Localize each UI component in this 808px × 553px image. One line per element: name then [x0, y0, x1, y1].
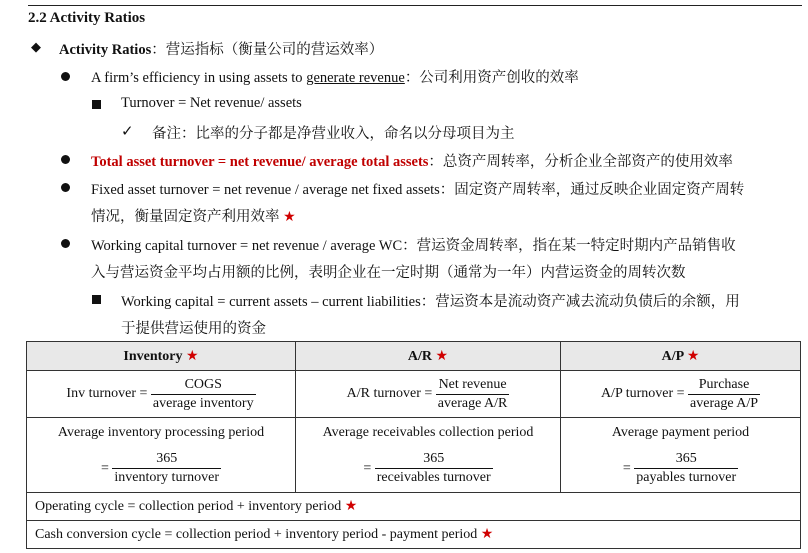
wc-turnover-line-1: Working capital turnover = net revenue / average WC：营运资金周转率，指在某一特定时期内产品销售收: [91, 238, 736, 254]
fraction: [375, 451, 493, 486]
dot-bullet-icon: [61, 239, 70, 248]
fraction: [688, 377, 760, 412]
equals-sign: =: [622, 460, 631, 476]
dot-bullet-icon: [61, 155, 70, 164]
numerator: 365: [634, 451, 738, 469]
period-title: Average receivables collection period: [322, 425, 534, 440]
receivables-period-cell: [296, 418, 561, 493]
efficiency-post: ：公司利用资产创收的效率: [404, 70, 579, 86]
fixed-asset-turnover-cont: 情况，衡量固定资产利用效率: [91, 209, 280, 225]
cash-cycle-cell: [27, 521, 801, 549]
payment-period-cell: [561, 418, 801, 493]
fraction: [634, 451, 738, 486]
cash-cycle-row: [27, 521, 801, 549]
period-title: Average payment period: [611, 425, 750, 440]
ar-turnover-cell: [296, 371, 561, 418]
dot-bullet-icon: [61, 72, 70, 81]
operating-cycle-cell: [27, 493, 801, 521]
fraction: [151, 377, 256, 412]
note-line: 备注：比率的分子都是净营业收入，命名以分母项目为主: [152, 126, 515, 142]
section-heading: 2.2 Activity Ratios: [28, 10, 146, 26]
header-inventory: [27, 342, 296, 371]
numerator: 365: [112, 451, 221, 469]
working-capital-line-2: 于提供营运使用的资金: [121, 321, 266, 337]
star-icon: ★: [686, 347, 700, 364]
numerator: Purchase: [688, 377, 760, 395]
dot-bullet-icon: [61, 183, 70, 192]
cash-cycle-text: Cash conversion cycle = collection period + inventory period - payment period: [35, 527, 478, 542]
denominator: average A/R: [437, 395, 508, 411]
efficiency-underlined: generate revenue: [306, 70, 405, 86]
square-bullet-icon: [92, 100, 101, 109]
efficiency-line: [91, 66, 579, 87]
wc-turnover-line-2: 入与营运资金平均占用额的比例，表明企业在一定时期（通常为一年）内营运资金的周转次数: [91, 265, 686, 281]
header-label: A/R: [407, 348, 433, 364]
header-ap: [561, 342, 801, 371]
denominator: receivables turnover: [376, 470, 491, 485]
diamond-bullet-icon: ◆: [31, 39, 41, 54]
operating-cycle-text: Operating cycle = collection period + inventory period: [35, 499, 342, 514]
table-header-row: [27, 342, 801, 371]
denominator: payables turnover: [636, 470, 737, 485]
star-icon: ★: [283, 209, 296, 225]
activity-ratios-desc: ：营运指标（衡量公司的营运效率）: [151, 42, 384, 58]
numerator: COGS: [151, 377, 256, 395]
check-bullet-icon: ✓: [121, 122, 134, 140]
fixed-asset-turnover-line-1: Fixed asset turnover = net revenue / average net fixed assets：固定资产周转率，通过反映企业固定资产周转: [91, 182, 745, 198]
fraction: [436, 377, 510, 412]
star-icon: ★: [186, 347, 199, 364]
header-label: Inventory: [123, 348, 183, 364]
operating-cycle-row: [27, 493, 801, 521]
turnover-definition: Turnover = Net revenue/ assets: [121, 95, 302, 111]
period-row: [27, 418, 801, 493]
denominator: inventory turnover: [114, 470, 219, 485]
formula-lhs: Inv turnover =: [66, 386, 148, 401]
total-asset-turnover-desc: ：总资产周转率，分析企业全部资产的使用效率: [428, 154, 733, 170]
formula-lhs: A/R turnover =: [346, 386, 433, 401]
total-asset-turnover-formula: Total asset turnover = net revenue/ average total assets: [91, 154, 429, 170]
period-title: Average inventory processing period: [57, 425, 265, 440]
star-icon: ★: [435, 347, 449, 364]
denominator: average A/P: [690, 395, 759, 411]
total-asset-turnover-line: [91, 150, 733, 171]
square-bullet-icon: [92, 295, 101, 304]
header-ar: [296, 342, 561, 371]
inventory-period-cell: [27, 418, 296, 493]
formula-lhs: A/P turnover =: [600, 386, 685, 401]
equals-sign: =: [101, 460, 109, 476]
equals-sign: =: [363, 460, 372, 476]
header-label: A/P: [661, 348, 684, 364]
activity-ratios-label: Activity Ratios: [59, 42, 152, 58]
ap-turnover-cell: [561, 371, 801, 418]
top-rule: [28, 5, 802, 6]
activity-ratios-line: [59, 38, 383, 59]
fraction: [112, 451, 221, 486]
working-capital-line-1: Working capital = current assets – current liabilities：营运资本是流动资产减去流动负债后的余额，用: [121, 294, 740, 310]
numerator: 365: [375, 451, 493, 469]
star-icon: ★: [344, 498, 358, 514]
star-icon: ★: [480, 526, 494, 542]
inv-turnover-cell: [27, 371, 296, 418]
denominator: average inventory: [152, 395, 254, 411]
numerator: Net revenue: [436, 377, 510, 395]
fixed-asset-turnover-line-2: [91, 205, 296, 226]
formula-row: [27, 371, 801, 418]
activity-ratios-table: [26, 341, 801, 549]
efficiency-pre: A firm’s efficiency in using assets to: [91, 70, 307, 86]
